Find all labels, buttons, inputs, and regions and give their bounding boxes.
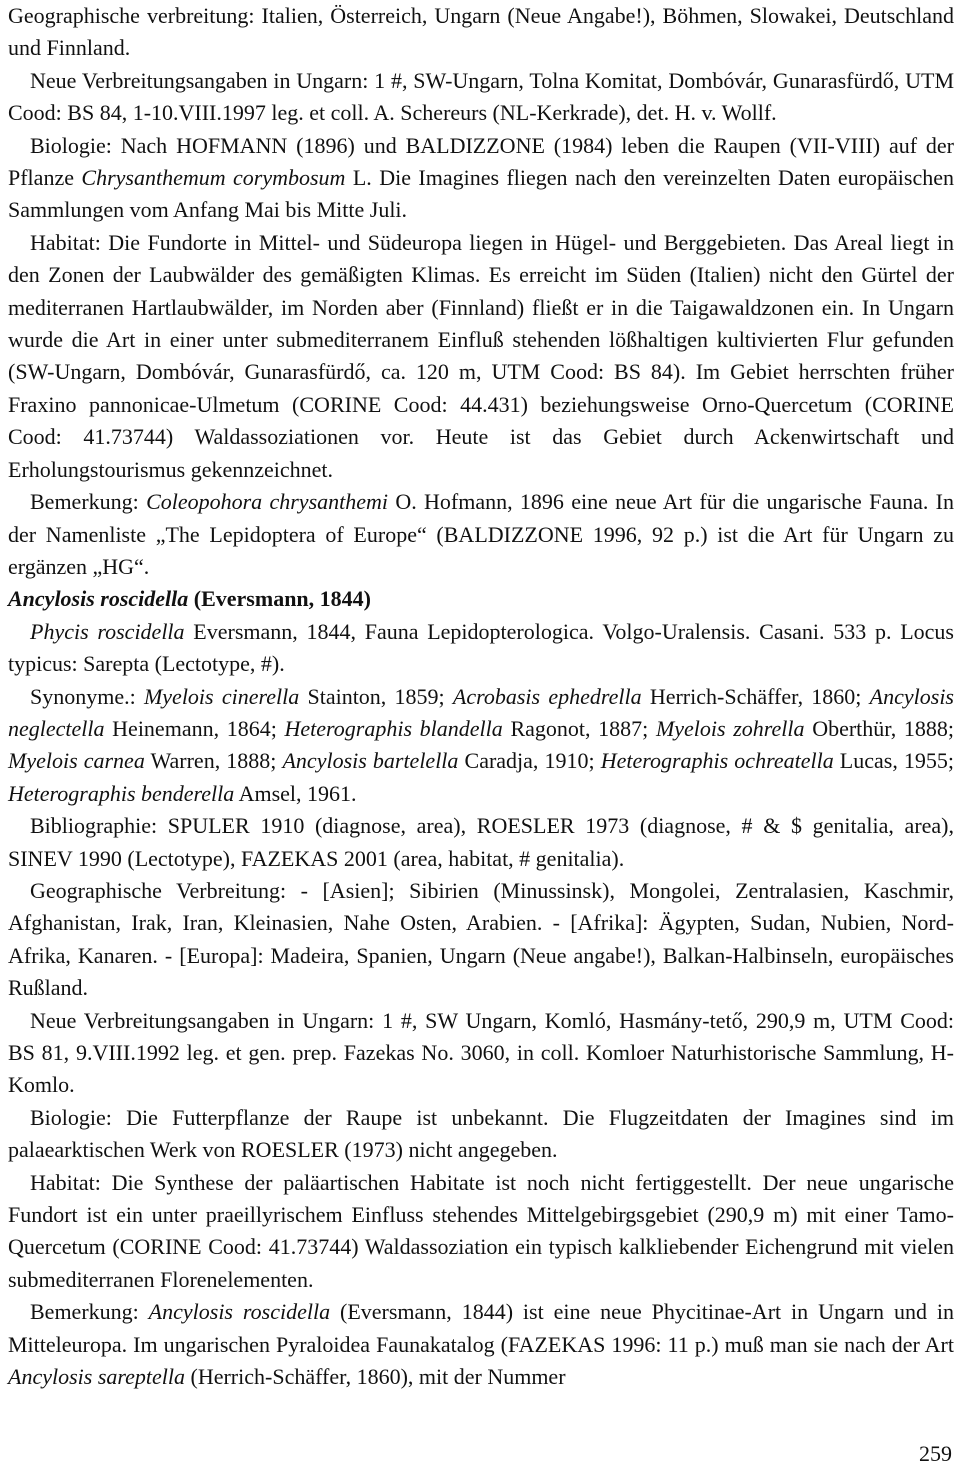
paragraph-synonyms: [8, 681, 954, 811]
species-name: Acrobasis ephedrella: [452, 683, 642, 709]
paragraph-habitat-2: Habitat: Die Synthese der paläartischen Habitate ist noch nicht fertiggestellt. Der neue ungarische Fundort ist ein unter praeillyrischem Einfluss stehendes Mittelgebirgsgebiet (290,9 m) mit einer Tamo-Quercetum (CORINE Cood: 41.73744) Waldassoziation ein typisch kalkliebender Eichengrund mit vielen submediterranen Florenelementen.: [8, 1169, 954, 1292]
species-name: Ancylosis bartelella: [282, 748, 459, 774]
text-run: Oberthür, 1888;: [804, 715, 954, 741]
species-name: Ancylosis roscidella: [148, 1299, 331, 1325]
text-run: (Eversmann, 1844) ist eine neue Phycitinae-Art in Ungarn und in Mitteleuropa. Im ungarischen Pyraloidea Faunakatalog (FAZEKAS 1996: 11 p.) muß man sie nach der Art: [8, 1299, 954, 1357]
species-name: Ancylosis neglectella: [8, 683, 954, 741]
species-heading: [8, 583, 954, 615]
species-name: Chrysanthemum corymbosum: [81, 165, 346, 191]
page-number: 259: [919, 1441, 952, 1466]
paragraph-biology: [8, 130, 954, 227]
paragraph-new-records-hungary: Neue Verbreitungsangaben in Ungarn: 1 #, SW Ungarn, Komló, Hasmány-tető, 290,9 m, UTM Cood: BS 81, 9.VIII.1992 leg. et gen. prep. Fazekas No. 3060, in coll. Komloer Naturhistorische Sammlung, H-Komlo.: [8, 1007, 954, 1098]
species-name: Myelois cinerella: [143, 683, 300, 709]
text-run: Caradja, 1910;: [458, 748, 601, 774]
species-name: Coleopohora chrysanthemi: [146, 489, 389, 515]
text-run: (Herrich-Schäffer, 1860), mit der Nummer: [185, 1364, 566, 1390]
text-run: Ragonot, 1887;: [502, 715, 656, 741]
paragraph-original-description: [8, 616, 954, 681]
paragraph-new-records: Neue Verbreitungsangaben in Ungarn: 1 #, SW-Ungarn, Tolna Komitat, Dombóvár, Gunarasfürdő, UTM Cood: BS 84, 1-10.VIII.1997 leg. et coll. A. Schereurs (NL-Kerkrade), det. H. v. Wollf.: [8, 67, 954, 126]
text-run: Eversmann, 1844, Fauna Lepidopterologica. Volgo-Uralensis. Casani. 533 p. Locus typicus: Sarepta (Lectotype, #).: [8, 618, 954, 677]
species-name: Myelois zohrella: [655, 715, 805, 741]
text-run: Heinemann, 1864;: [104, 715, 285, 741]
document-page: [8, 0, 954, 1393]
paragraph-habitat: Habitat: Die Fundorte in Mittel- und Südeuropa liegen in Hügel- und Berggebieten. Das Areal liegt in den Zonen der Laubwälder des gemäßigten Klimas. Es erreicht im Süden (Italien) nicht den Gürtel der mediterranen Hartlaubwälder, im Norden aber (Finnland) fließt er in die Taigawaldzonen ein. In Ungarn wurde die Art in einer unter submediterranem Einfluß stehenden lößhaltigen kultivierten Flur gefunden (SW-Ungarn, Dombóvár, Gunarasfürdő, ca. 120 m, UTM Cood: BS 84). Im Gebiet herrschten früher Fraxino pannonicae-Ulmetum (CORINE Cood: 44.431) beziehungsweise Orno-Quercetum (CORINE Cood: 41.73744) Waldassoziationen vor. Heute ist das Gebiet durch Ackenwirtschaft und Erholungstourismus gekennzeichnet.: [8, 229, 954, 482]
paragraph-bibliography: Bibliographie: SPULER 1910 (diagnose, area), ROESLER 1973 (diagnose, # & $ genitalia, area), SINEV 1990 (Lectotype), FAZEKAS 2001 (area, habitat, # genitalia).: [8, 813, 954, 871]
text-run: Biologie: Nach HOFMANN (1896) und BALDIZZONE (1984) leben die Raupen (VII-VIII) auf der Pflanze: [8, 132, 954, 191]
text-run: Amsel, 1961.: [234, 780, 357, 806]
species-name: Ancylosis sareptella: [8, 1364, 185, 1390]
paragraph-biology-2: Biologie: Die Futterpflanze der Raupe ist unbekannt. Die Flugzeitdaten der Imagines sind im palaearktischen Werk von ROESLER (1973) nicht angegeben.: [8, 1104, 954, 1163]
text-run: Bemerkung:: [30, 489, 147, 515]
paragraph-remark: [8, 486, 954, 583]
paragraph-geographic-distribution: Geographische Verbreitung: - [Asien]; Sibirien (Minussinsk), Mongolei, Zentralasien, Kaschmir, Afghanistan, Irak, Iran, Kleinasien, Nahe Osten, Arabien. - [Afrika]: Ägypten, Sudan, Nubien, Nord-Afrika, Kanaren. - [Europa]: Madeira, Spanien, Ungarn (Neue angabe!), Balkan-Halbinseln, europäisches Rußland.: [8, 877, 954, 1001]
paragraph-remark-2: [8, 1296, 954, 1393]
text-run: Herrich-Schäffer, 1860;: [641, 683, 870, 709]
species-name: Heterographis benderella: [8, 780, 235, 806]
paragraph-distribution: Geographische verbreitung: Italien, Österreich, Ungarn (Neue Angabe!), Böhmen, Slowakei, Deutschland und Finnland.: [8, 3, 954, 61]
species-name: Myelois carnea: [8, 748, 145, 774]
text-run: Lucas, 1955;: [833, 748, 955, 774]
species-name: Phycis roscidella: [30, 618, 185, 644]
species-name: Heterographis ochreatella: [600, 748, 834, 774]
text-run: L. Die Imagines fliegen nach den vereinzelten Daten europäischen Sammlungen vom Anfang Mai bis Mitte Juli.: [8, 165, 954, 223]
species-name: Heterographis blandella: [284, 715, 503, 741]
species-heading-name: Ancylosis roscidella: [8, 586, 189, 612]
text-run: Bemerkung:: [30, 1299, 149, 1325]
text-run: Warren, 1888;: [144, 748, 283, 774]
species-heading-author: (Eversmann, 1844): [188, 586, 371, 612]
text-run: Synonyme.:: [30, 683, 144, 709]
text-run: Stainton, 1859;: [299, 683, 453, 709]
text-run: O. Hofmann, 1896 eine neue Art für die ungarische Fauna. In der Namenliste „The Lepidoptera of Europe“ (BALDIZZONE 1996, 92 p.) ist die Art für Ungarn zu ergänzen „HG“.: [8, 489, 954, 579]
